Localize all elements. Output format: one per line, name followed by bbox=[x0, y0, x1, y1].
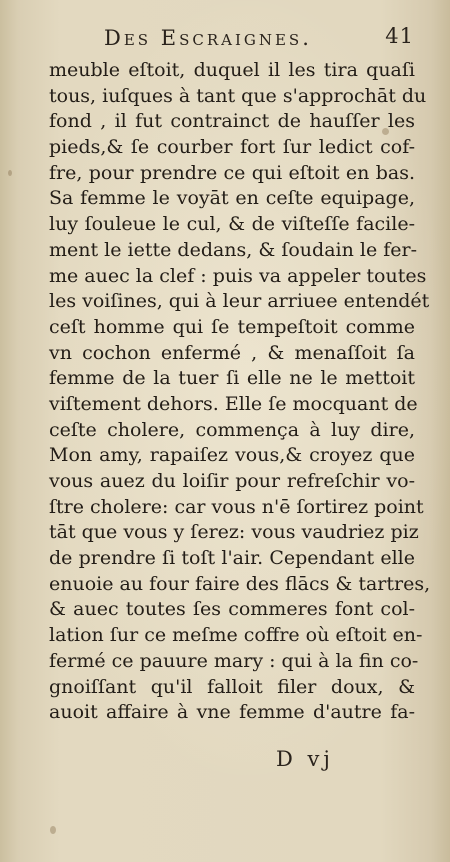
page-number: 41 bbox=[385, 24, 414, 48]
page-header bbox=[104, 24, 414, 54]
paper-stain bbox=[50, 826, 56, 834]
text-line: ment le iette dedans, & ſoudain le fer- bbox=[49, 238, 418, 261]
text-line: tous, iuſques à tant que s'approchāt du bbox=[49, 84, 427, 107]
text-line: fermé ce pauure mary : qui à la fin co- bbox=[49, 649, 419, 672]
text-line: femme de la tuer ſi elle ne le mettoit bbox=[49, 367, 415, 390]
text-line: ceſt homme qui ſe tempeſtoit comme bbox=[49, 315, 415, 338]
text-line: & auec toutes ſes commeres font col- bbox=[49, 598, 415, 621]
text-line: fre, pour prendre ce qui eſtoit en bas. bbox=[49, 161, 415, 184]
text-line: enuoie au four faire des flācs & tartres, bbox=[49, 572, 431, 595]
text-line: ſtre cholere: car vous n'ē ſortirez point bbox=[49, 495, 424, 518]
signature-mark: D vj bbox=[276, 747, 334, 771]
text-line: auoit affaire à vne femme d'autre fa- bbox=[49, 701, 415, 724]
text-line: vn cochon enfermé , & menaſſoit ſa bbox=[49, 341, 415, 364]
text-line: lation ſur ce meſme coffre où eſtoit en- bbox=[49, 624, 423, 647]
body-text bbox=[49, 58, 431, 726]
text-line: Sa femme le voyāt en ceſte equipage, bbox=[49, 187, 415, 210]
text-line: pieds,& ſe courber fort ſur ledict cof- bbox=[49, 136, 415, 159]
text-line: de prendre ſi toſt l'air. Cependant elle bbox=[49, 547, 415, 570]
text-line: meuble eſtoit, duquel il les tira quaſi bbox=[49, 59, 415, 81]
running-title: Des Escraignes. bbox=[104, 26, 312, 50]
text-line: viſtement dehors. Elle ſe mocquant de bbox=[49, 392, 418, 415]
text-line: Mon amy, rapaiſez vous,& croyez que bbox=[49, 444, 415, 467]
text-line: les voiſines, qui à leur arriuee entendét bbox=[49, 290, 430, 313]
text-line: tāt que vous y ſerez: vous vaudriez piz bbox=[49, 521, 419, 544]
text-line: luy ſouleue le cul, & de viſteſſe facile- bbox=[49, 213, 415, 236]
text-line: me auec la clef : puis va appeler toutes bbox=[49, 264, 427, 287]
text-line: vous auez du loiſir pour refreſchir vo- bbox=[49, 470, 415, 492]
text-line: ceſte cholere, commença à luy dire, bbox=[49, 418, 415, 441]
paper-stain bbox=[8, 170, 12, 176]
text-line: gnoiſſant qu'il falloit filer doux, & bbox=[49, 675, 415, 698]
text-line: fond , il fut contrainct de hauſſer les bbox=[49, 110, 415, 133]
